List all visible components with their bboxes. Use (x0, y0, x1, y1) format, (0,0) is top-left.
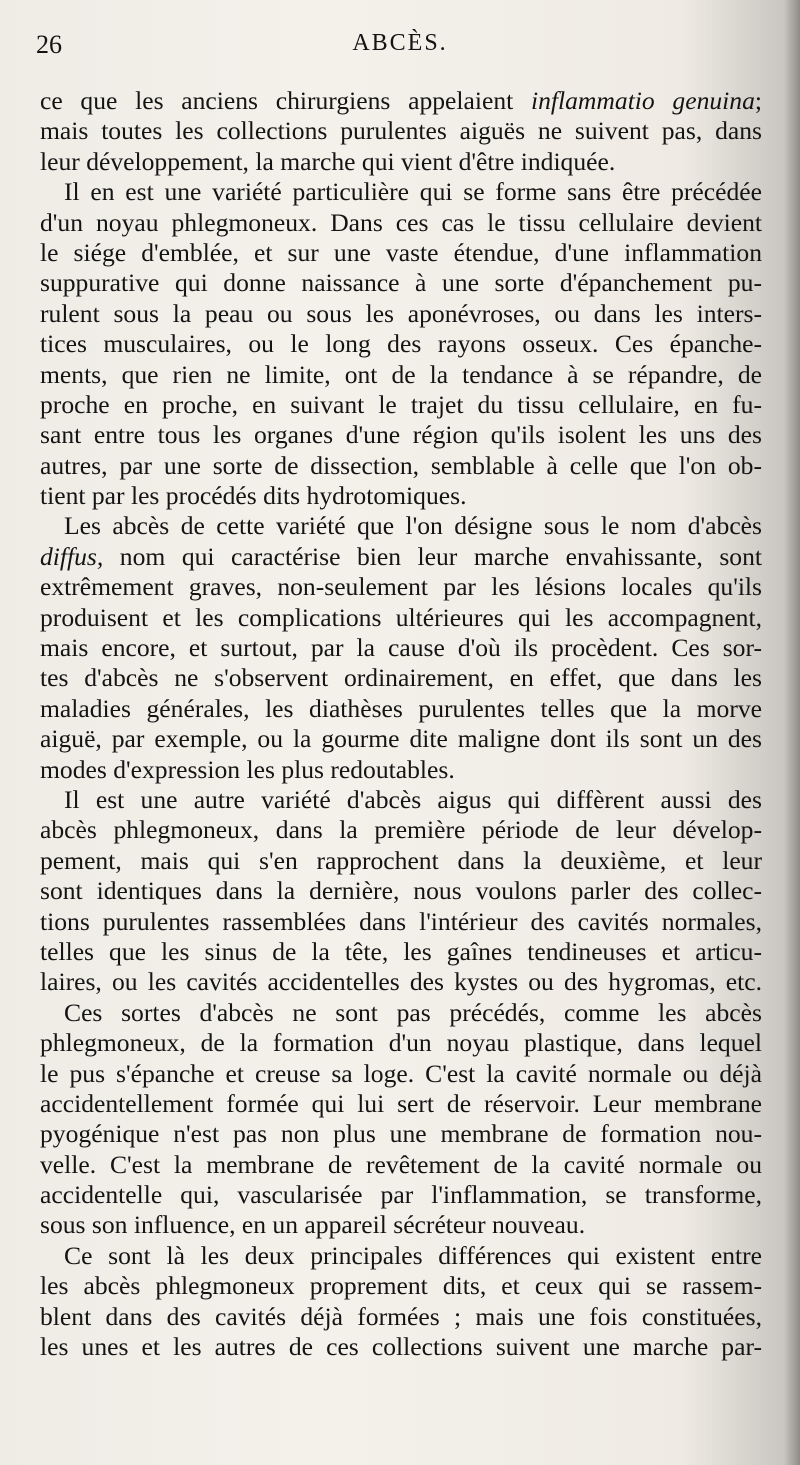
text-line (40, 785, 762, 815)
line-text: ce que les anciens chirurgiens appelaient (40, 86, 531, 115)
line-text: rulent sous la peau ou sous les aponévroses, ou dans les inters- (40, 298, 762, 328)
text-line (40, 177, 762, 207)
line-text: le siége d'emblée, et sur une vaste étendue, d'une inflammation (40, 237, 762, 267)
text-line (40, 238, 762, 268)
text-line (40, 1150, 762, 1180)
line-text: aiguë, par exemple, ou la gourme dite maligne dont ils sont un des (40, 724, 762, 754)
italic-text: diffus, (40, 541, 104, 571)
line-text: tions purulentes rassemblées dans l'intérieur des cavités normales, (40, 906, 762, 936)
text-line (40, 451, 762, 481)
line-text: blent dans des cavités déjà formées ; mais une fois constituées, (40, 1301, 762, 1331)
text-line (40, 1119, 762, 1149)
text-line (40, 86, 762, 116)
line-text: nom qui caractérise bien leur marche envahissante, sont (103, 541, 762, 571)
line-text: velle. C'est la membrane de revêtement de la cavité normale ou (40, 1149, 762, 1179)
line-text: les abcès phlegmoneux proprement dits, et ceux qui se rassem- (40, 1271, 762, 1301)
text-line (40, 481, 762, 511)
text-line (40, 542, 762, 572)
italic-text: inflammatio genuina (531, 86, 755, 115)
line-text: proche en proche, en suivant le trajet du tissu cellulaire, en fu- (40, 389, 762, 419)
text-line (40, 907, 762, 937)
line-text: laires, ou les cavités accidentelles des kystes ou des hygromas, etc. (40, 967, 762, 997)
line-text: accidentellement formée qui lui sert de réservoir. Leur membrane (40, 1088, 762, 1118)
line-text: abcès phlegmoneux, dans la première période de leur dévelop- (40, 815, 762, 845)
line-text: Ce sont là les deux principales différences qui existent entre (64, 1240, 762, 1270)
text-line (40, 724, 762, 754)
page-header (36, 30, 764, 70)
line-text: Les abcès de cette variété que l'on désigne sous le nom d'abcès (64, 511, 762, 541)
line-text: le pus s'épanche et creuse sa loge. C'est la cavité normale ou déjà (40, 1058, 762, 1088)
text-line (40, 511, 762, 541)
running-title: ABCÈS. (352, 30, 448, 56)
line-text: phlegmoneux, de la formation d'un noyau plastique, dans lequel (40, 1028, 762, 1058)
text-line (40, 1271, 762, 1301)
text-line (40, 1302, 762, 1332)
text-line (40, 876, 762, 906)
text-line (40, 937, 762, 967)
line-text: sant entre tous les organes d'une région qu'ils isolent les uns des (40, 420, 762, 450)
line-text: Ces sortes d'abcès ne sont pas précédés, comme les abcès (64, 997, 762, 1027)
page-number: 26 (36, 30, 62, 59)
line-text: Il en est une variété particulière qui se forme sans être précédée (64, 177, 762, 207)
line-text: pyogénique n'est pas non plus une membrane de formation nou- (40, 1119, 762, 1149)
text-line (40, 420, 762, 450)
text-line (40, 147, 762, 177)
text-line (40, 572, 762, 602)
line-text: ; (754, 86, 763, 115)
text-line (40, 1210, 762, 1240)
line-text: Il est une autre variété d'abcès aigus qui diffèrent aussi des (64, 784, 762, 814)
line-text: tient par les procédés dits hydrotomiques. (40, 481, 467, 511)
text-line (40, 299, 762, 329)
line-text: d'un noyau phlegmoneux. Dans ces cas le tissu cellulaire devient (40, 207, 762, 237)
text-line (40, 694, 762, 724)
line-text: produisent et les complications ultérieures qui les accompagnent, (40, 602, 762, 632)
text-line (40, 663, 762, 693)
text-line (40, 998, 762, 1028)
text-line (40, 1332, 762, 1362)
line-text: sous son influence, en un appareil sécréteur nouveau. (40, 1210, 586, 1240)
text-line (40, 603, 762, 633)
line-text: les unes et les autres de ces collections suivent une marche par- (40, 1332, 762, 1362)
text-line (40, 1059, 762, 1089)
text-line (40, 755, 762, 785)
line-text: accidentelle qui, vascularisée par l'inflammation, se transforme, (40, 1180, 762, 1210)
text-line (40, 1089, 762, 1119)
text-line (40, 846, 762, 876)
line-text: sont identiques dans la dernière, nous voulons parler des collec- (40, 876, 762, 906)
line-text: extrêmement graves, non-seulement par les lésions locales qu'ils (40, 572, 762, 602)
body-text (40, 86, 762, 1362)
line-text: mais encore, et surtout, par la cause d'où ils procèdent. Ces sor- (40, 633, 762, 663)
text-line (40, 1028, 762, 1058)
text-line (40, 815, 762, 845)
line-text: mais toutes les collections purulentes aiguës ne suivent pas, dans (40, 116, 762, 146)
line-text: tes d'abcès ne s'observent ordinairement, en effet, que dans les (40, 663, 762, 693)
text-line (40, 329, 762, 359)
text-line (40, 116, 762, 146)
text-line (40, 633, 762, 663)
line-text: modes d'expression les plus redoutables. (40, 754, 455, 784)
text-line (40, 967, 762, 997)
text-line (40, 1180, 762, 1210)
line-text: autres, par une sorte de dissection, semblable à celle que l'on ob- (40, 450, 762, 480)
text-line (40, 268, 762, 298)
line-text: pement, mais qui s'en rapprochent dans la deuxième, et leur (40, 845, 762, 875)
text-line (40, 208, 762, 238)
line-text: leur développement, la marche qui vient d'être indiquée. (40, 146, 616, 176)
text-line (40, 390, 762, 420)
line-text: telles que les sinus de la tête, les gaînes tendineuses et articu- (40, 936, 762, 966)
line-text: maladies générales, les diathèses purulentes telles que la morve (40, 693, 762, 723)
line-text: tices musculaires, ou le long des rayons osseux. Ces épanche- (40, 329, 762, 359)
text-line (40, 1241, 762, 1271)
line-text: ments, que rien ne limite, ont de la tendance à se répandre, de (40, 359, 762, 389)
line-text: suppurative qui donne naissance à une sorte d'épanchement pu- (40, 268, 762, 298)
text-line (40, 360, 762, 390)
